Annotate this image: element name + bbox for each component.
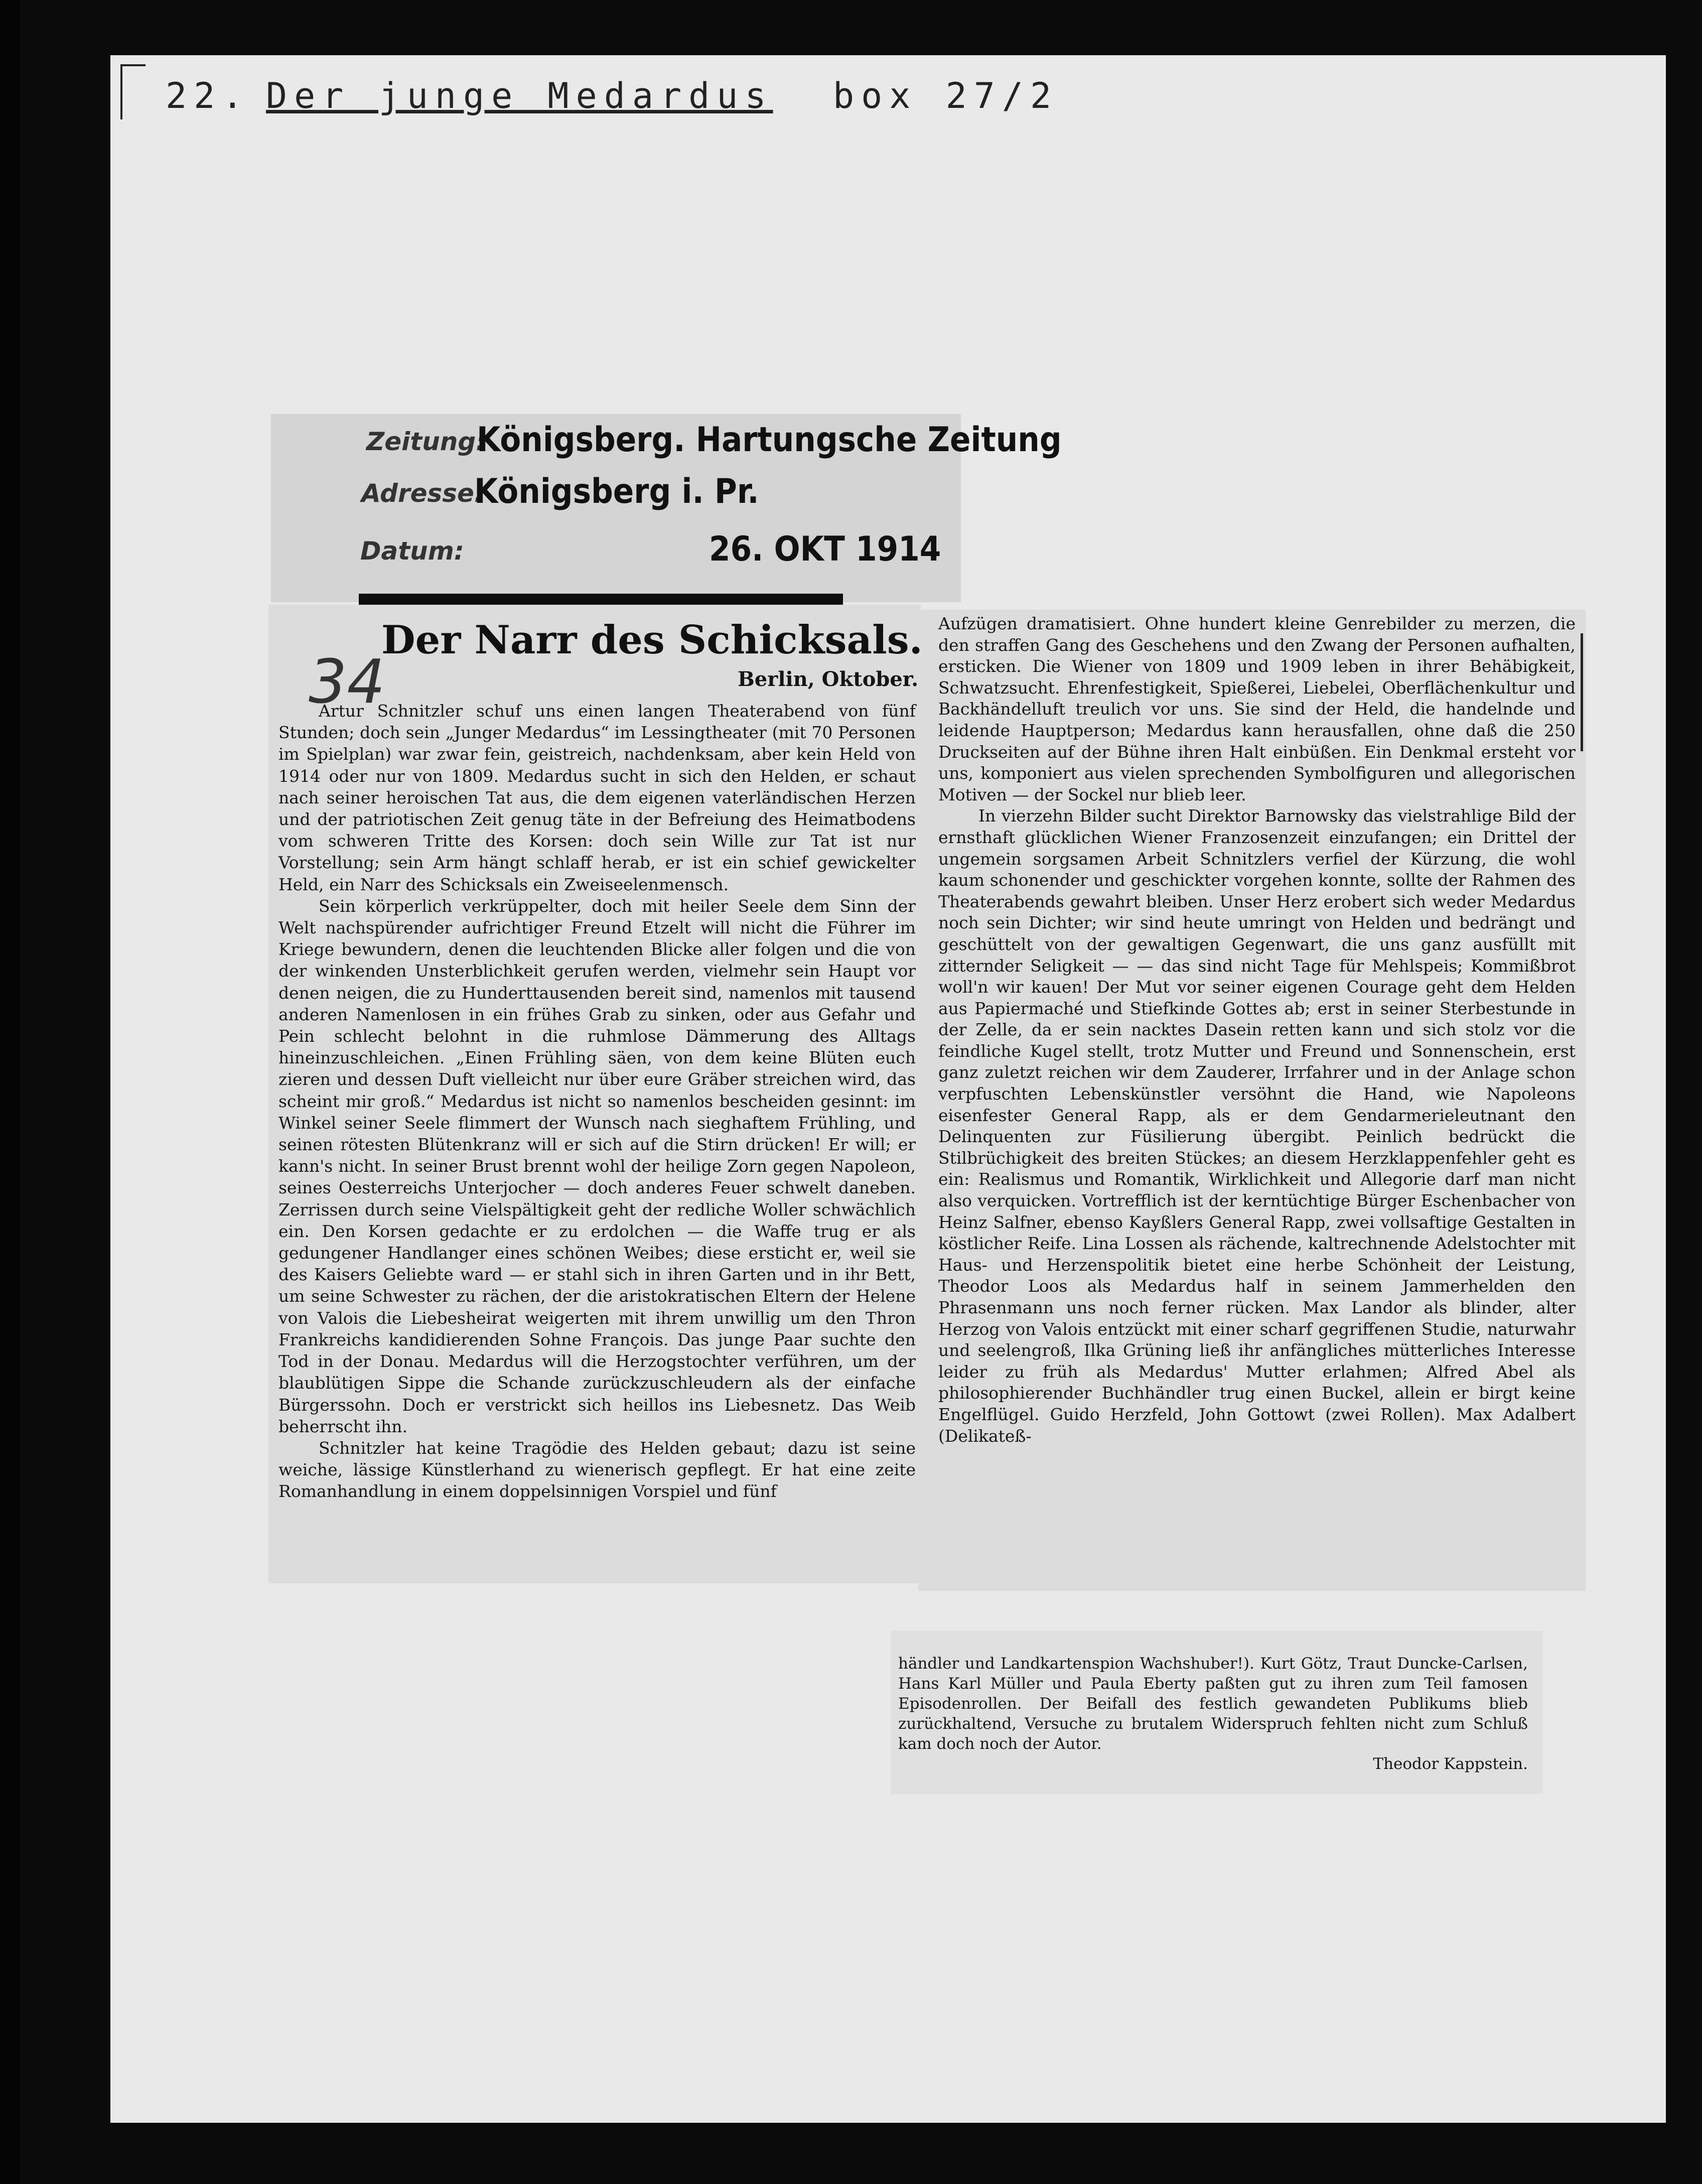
adresse-key: Adresse: bbox=[361, 479, 484, 508]
paragraph: In vierzehn Bilder sucht Direktor Barnowsky das vielstrahlige Bild der ernsthaft glücklichen Wiener Franzosenzeit einzufangen; ein Drittel der ungemein sorgsamen Arbeit Schnitzlers verfiel der Kürzung, die wohl kaum schonender und geschickter vorgehen konnte, sollte der Rahmen des Theaterabends gewahrt bleiben. Unser Herz erobert sich weder Medardus noch sein Dichter; wir sind heute umringt von Helden und bedrängt und geschüttelt von der gewaltigen Gegenwart, die uns ganz ausfüllt mit zitternder Seligkeit — — das sind nicht Tage für Mehlspeis; Kommißbrot woll'n wir kauen! Der Mut vor seiner eigenen Courage geht dem Helden aus Papiermaché und Stiefkinde Gottes ab; erst in seiner Sterbestunde in der Zelle, da er sein nacktes Dasein retten kann und sich stolz vor die feindliche Kugel stellt, trotz Mutter und Freund und Sonnenschein, erst ganz zuletzt reichen wir dem Zauderer, Irrfahrer und in der Anlage schon verpfuschten Lebenskünstler versöhnt die Hand, wie Napoleons eisenfester General Rapp, als er dem Gendarmerieleutnant den Delinquenten zur Füsilierung übergibt. Peinlich bedrückt die Stilbrüchigkeit des breiten Stückes; an diesem Herzklappenfehler geht es ein: Realismus und Romantik, Wirklichkeit und Allegorie darf man nicht also verquicken. Vortrefflich ist der kerntüchtige Bürger Eschenbacher von Heinz Salfner, ebenso Kayßlers General Rapp, zwei vollsaftige Gestalten in köstlicher Reife. Lina Lossen als rächende, kaltrechnende Adelstochter mit Haus- und Herzenspolitik bietet eine herbe Schönheit der Leistung, Theodor Loos als Medardus half in seinem Jammerhelden den Phrasenmann uns noch ferner rücken. Max Landor als blinder, alter Herzog von Valois entzückt mit einer scharf gegriffenen Studie, naturwahr und seelengroß, Ilka Grüning ließ ihr anfängliches mütterliches Interesse leider zu früh als Medardus' Mutter erlahmen; Alfred Abel als philosophierender Buchhändler trug einen Buckel, allein er birgt keine Engelflügel. Guido Herzfeld, John Gottowt (zwei Rollen). Max Adalbert (Delikateß- bbox=[938, 806, 1576, 1446]
paragraph: Artur Schnitzler schuf uns einen langen Theaterabend von fünf Stunden; doch sein „Junger Medardus“ im Lessingtheater (mit 70 Personen im Spielplan) war zwar fein, geistreich, nachdenksam, aber kein Held von 1914 oder nur von 1809. Medardus sucht in sich den Helden, er schaut nach seiner heroischen Tat aus, die dem eigenen vaterländischen Herzen und der patriotischen Zeit genug täte in der Befreiung des Heimatbodens vom schweren Tritte des Korsen: doch sein Wille zur Tat ist nur Vorstellung; sein Arm hängt schlaff herab, er ist ein schief gewickelter Held, ein Narr des Schicksals ein Zweiseelenmensch. bbox=[278, 701, 916, 894]
box-number: box 27/2 bbox=[833, 75, 1059, 116]
file-number: 22. bbox=[166, 75, 250, 116]
margin-note: 34 bbox=[309, 647, 385, 717]
paragraph: Aufzügen dramatisiert. Ohne hundert kleine Genrebilder zu merzen, die den straffen Gang des Geschehens und den Zwang der Personen aufhalten, ersticken. Die Wiener von 1809 und 1909 leben in ihrer Behäbigkeit, Schwatzsucht. Ehrenfestigkeit, Spießerei, Liebelei, Oberflächenkultur und Backhändelluft treulich vor uns. Sie sind der Held, die handelnde und leidende Hauptperson; Medardus kann herausfallen, ohne daß die 250 Druckseiten auf der Bühne ihren Halt einbüßen. Ein Denkmal ersteht vor uns, komponiert aus vielen sprechenden Symbolfiguren und allegorischen Motiven — der Sockel nur blieb leer. bbox=[938, 614, 1576, 804]
paragraph: Schnitzler hat keine Tragödie des Helden gebaut; dazu ist seine weiche, lässige Künstlerhand zu wienerisch gepflegt. Er hat eine zeite Romanhandlung in einem doppelsinnigen Vorspiel und fünf bbox=[278, 1438, 916, 1502]
article-column-2 bbox=[938, 613, 1576, 1447]
scan-edge bbox=[0, 0, 20, 2184]
datum-key: Datum: bbox=[360, 536, 464, 566]
corner-mark bbox=[120, 64, 122, 119]
article-column-3 bbox=[898, 1654, 1528, 1774]
corner-mark bbox=[120, 64, 146, 66]
paragraph: händler und Landkartenspion Wachshuber!). Kurt Götz, Traut Duncke-Carlsen, Hans Karl Müller und Paula Eberty paßten gut zu ihren zum Teil famosen Episodenrollen. Der Beifall des festlich gewandeten Publikums blieb zurückhaltend, Versuche zu brutalem Widerspruch fehlten nicht zum Schluß kam doch noch der Autor. bbox=[898, 1655, 1528, 1753]
dateline: Berlin, Oktober. bbox=[738, 667, 919, 691]
paragraph: Sein körperlich verkrüppelter, doch mit heiler Seele dem Sinn der Welt nachspürender aufrichtiger Freund Etzelt will nicht die Führer im Kriege bewundern, denen die leuchtenden Blicke aller folgen und die von der winkenden Unsterblichkeit gerufen werden, vielmehr sein Haupt vor denen neigen, die zu Hunderttausenden bereit sind, namenlos mit tausend anderen Namenlosen in ein frühes Grab zu sinken, oder aus Gefahr und Pein schlecht belohnt in die ruhmlose Dämmerung des Alltags hineinzuschleichen. „Einen Frühling säen, von dem keine Blüten euch zieren und dessen Duft vielleicht nur über eure Gräber streichen wird, das scheint mir groß.“ Medardus ist nicht so namenlos bescheiden gesinnt: im Winkel seiner Seele flimmert der Wunsch nach sieghaftem Frühling, und seinen rötesten Blütenkranz will er sich auf die Stirn drücken! Er will; er kann's nicht. In seiner Brust brennt wohl der heilige Zorn gegen Napoleon, seines Oesterreichs Unterjocher — doch anderes Feuer schwelt daneben. Zerrissen durch seine Vielspältigkeit geht der redliche Woller schwächlich ein. Den Korsen gedachte er zu erdolchen — die Waffe trug er als gedungener Handlanger eines schönen Weibes; diese ersticht er, weil sie des Kaisers Geliebte ward — er stahl sich in ihren Garten und in ihr Bett, um seine Schwester zu rächen, der die aristokratischen Eltern der Helene von Valois die Liebesheirat weigerten mit ihrem unwillig um den Thron Frankreichs kandidierenden Sohne François. Das junge Paar suchte den Tod in der Donau. Medardus will die Herzogstochter verführen, um der blaublütigen Sippe die Schande zurückzuschleudern als der einfache Bürgerssohn. Doch er verstrickt sich heillos ins Liebesnetz. Das Weib beherrscht ihn. bbox=[278, 896, 916, 1436]
label-underline bbox=[359, 594, 843, 605]
adresse-value: Königsberg i. Pr. bbox=[474, 472, 759, 511]
zeitung-value: Königsberg. Hartungsche Zeitung bbox=[477, 420, 1062, 460]
article-column-1 bbox=[278, 700, 916, 1503]
article-title: Der Narr des Schicksals. bbox=[381, 617, 923, 663]
datum-value: 26. OKT 1914 bbox=[709, 529, 941, 569]
zeitung-key: Zeitung: bbox=[366, 427, 486, 456]
file-title: Der junge Medardus bbox=[266, 75, 773, 116]
clipping-label bbox=[271, 414, 1062, 602]
column-rule bbox=[1581, 633, 1583, 751]
author-signature: Theodor Kappstein. bbox=[1373, 1755, 1528, 1773]
